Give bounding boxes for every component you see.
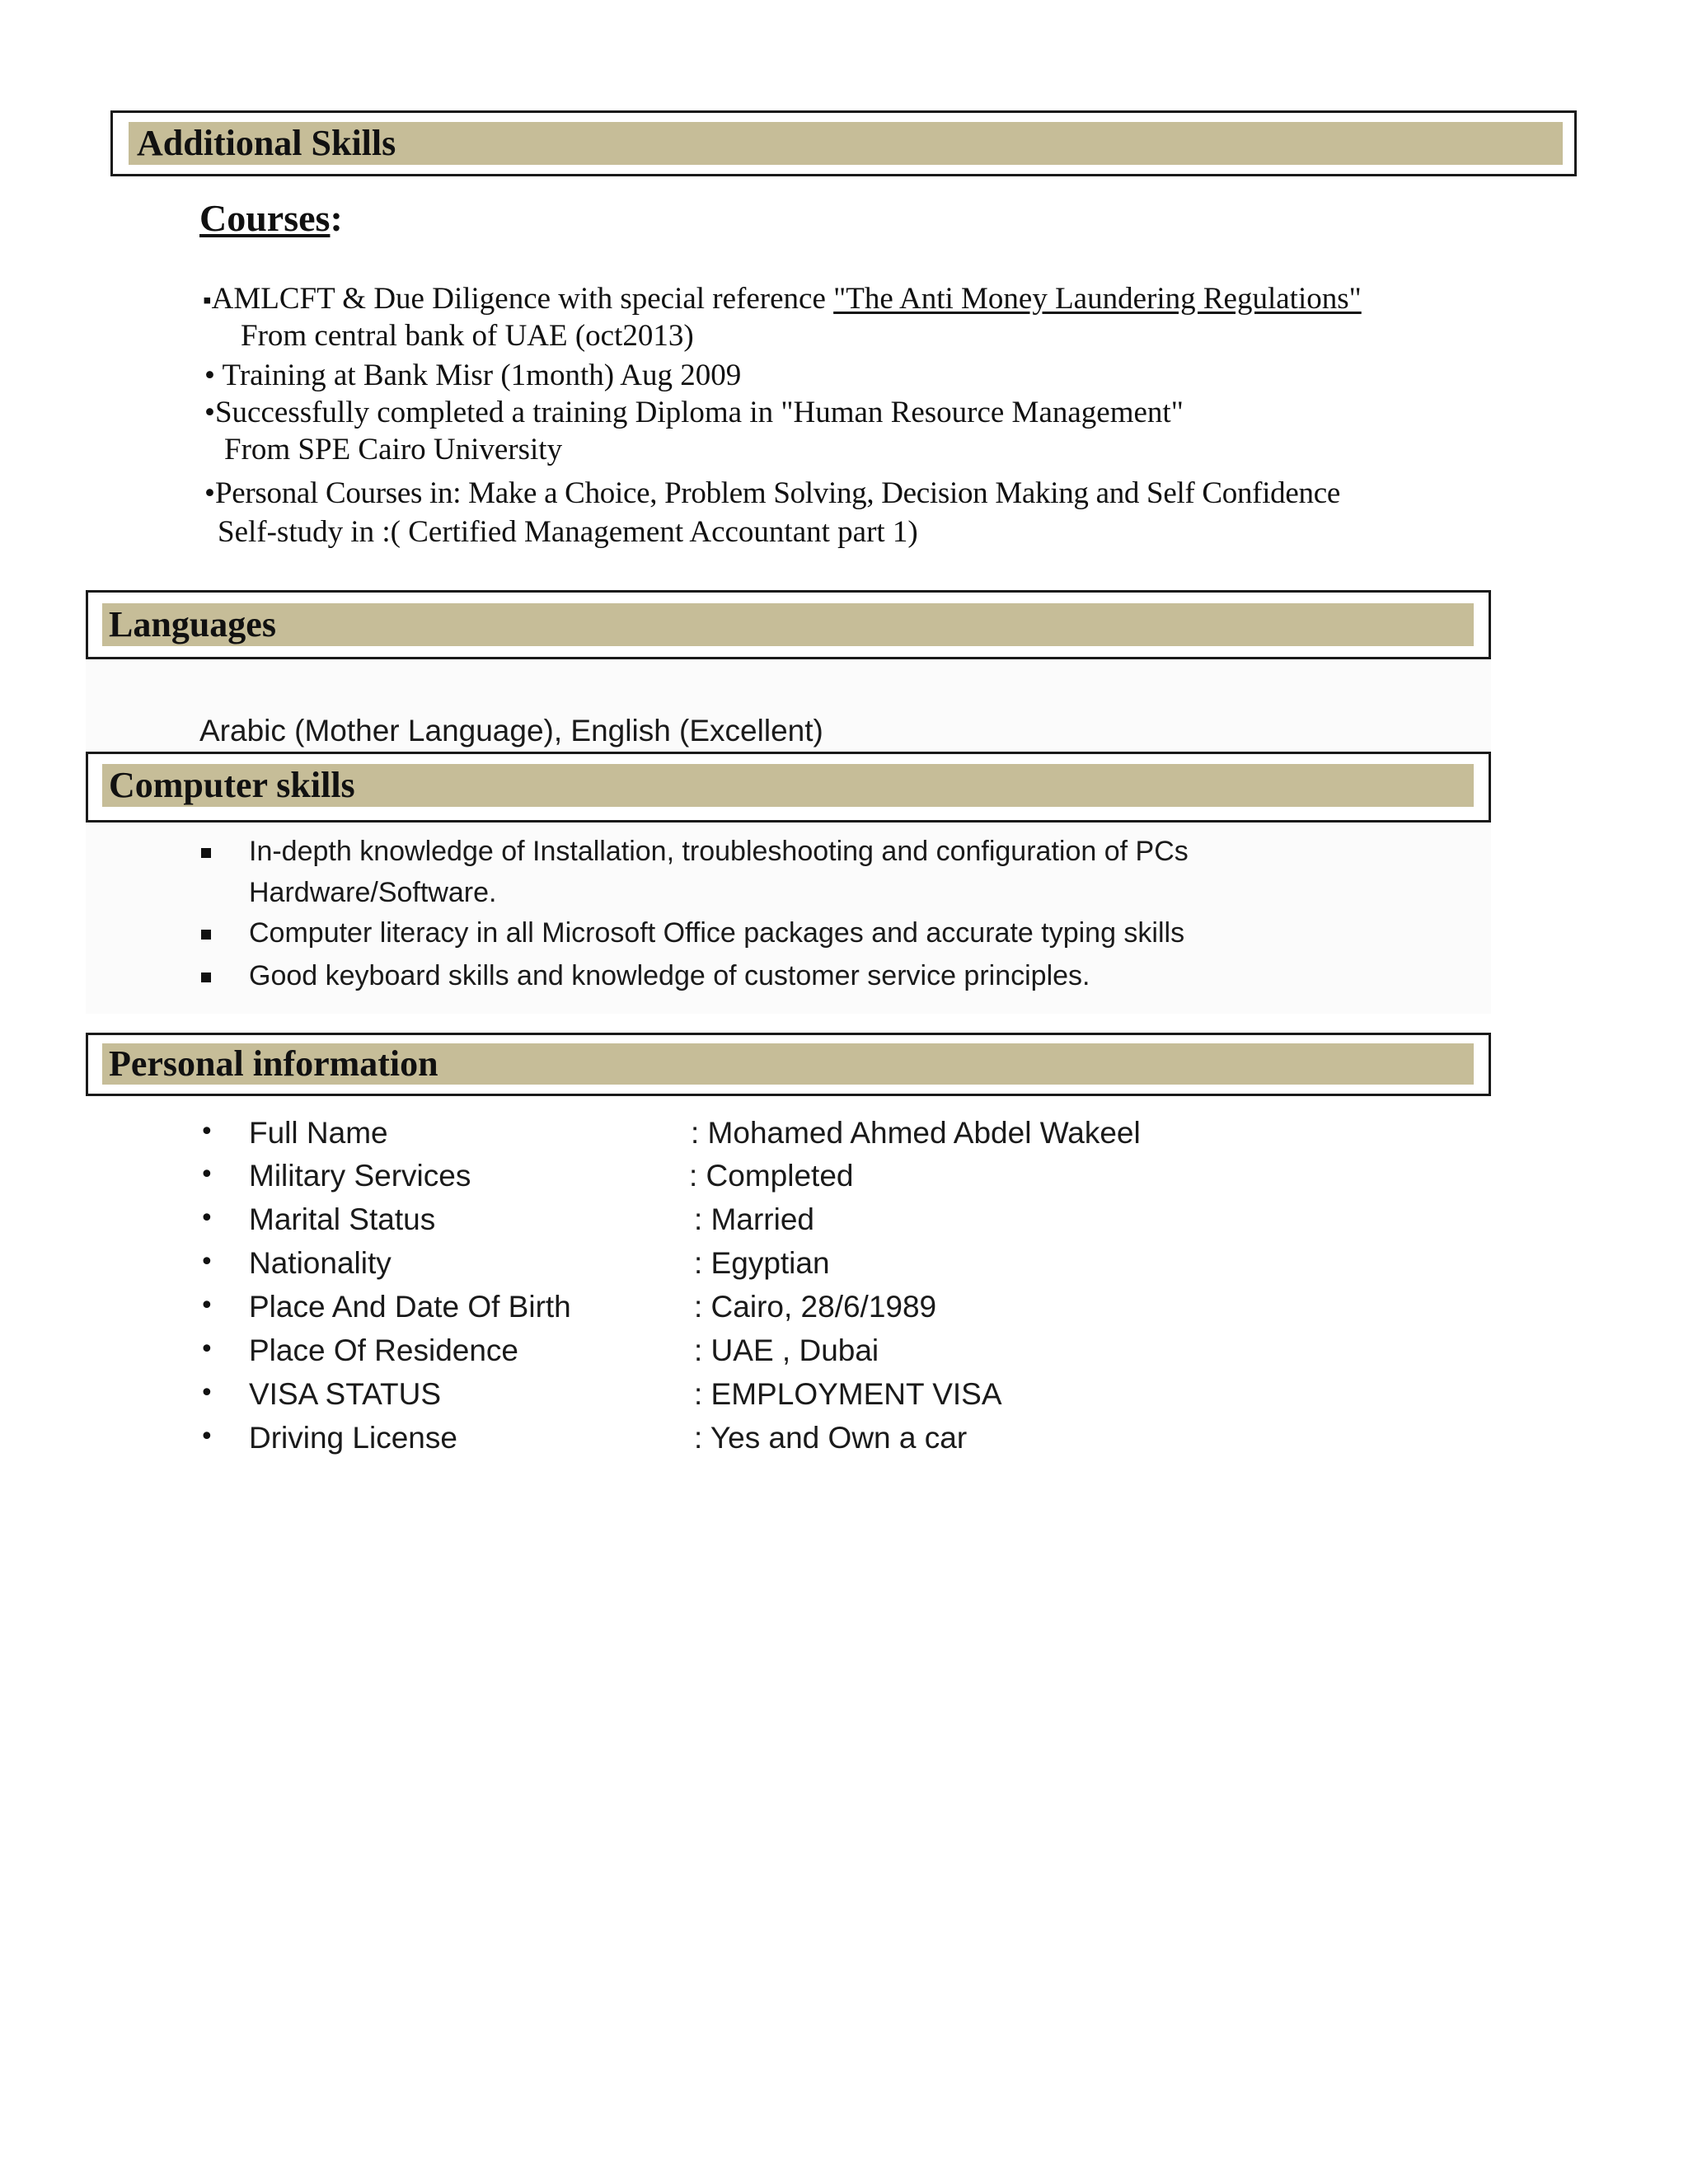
- bullet-icon: •: [199, 1118, 214, 1146]
- skill-item-continuation: Hardware/Software.: [249, 877, 497, 908]
- course-detail: From central bank of UAE (oct2013): [241, 319, 694, 353]
- course-item: [204, 358, 741, 393]
- course-item: [204, 395, 1184, 430]
- languages-text: Arabic (Mother Language), English (Excellent): [199, 714, 823, 748]
- info-label: Military Services: [249, 1159, 471, 1193]
- computer-skills-header: Computer skills: [102, 764, 1474, 807]
- square-bullet-icon: [201, 848, 211, 858]
- info-label: Full Name: [249, 1116, 388, 1150]
- bullet-icon: •: [199, 1335, 214, 1364]
- info-label: Place And Date Of Birth: [249, 1290, 571, 1324]
- course-bullet: •: [204, 476, 215, 510]
- course-bullet: •: [204, 396, 215, 429]
- courses-heading-label: Courses: [199, 197, 331, 239]
- course-text: Successfully completed a training Diploma in "Human Resource Management": [214, 396, 1184, 429]
- bullet-icon: •: [199, 1379, 214, 1408]
- languages-header: Languages: [102, 603, 1474, 646]
- course-text: Training at Bank Misr (1month) Aug 2009: [214, 359, 742, 392]
- info-label: Nationality: [249, 1246, 392, 1280]
- skill-item: In-depth knowledge of Installation, troubleshooting and configuration of PCs: [249, 836, 1189, 867]
- personal-information-header: Personal information: [102, 1043, 1474, 1085]
- course-detail: From SPE Cairo University: [224, 433, 563, 466]
- info-label: Driving License: [249, 1421, 457, 1455]
- bullet-icon: •: [199, 1422, 214, 1451]
- info-label: Place Of Residence: [249, 1333, 519, 1367]
- info-value: : Married: [694, 1202, 814, 1236]
- skill-item: Computer literacy in all Microsoft Office packages and accurate typing skills: [249, 917, 1185, 949]
- info-value: : Completed: [689, 1159, 854, 1193]
- info-value: : Egyptian: [694, 1246, 830, 1280]
- info-value: : UAE , Dubai: [694, 1333, 879, 1367]
- courses-heading: [199, 196, 343, 240]
- background-band: [86, 651, 1491, 1014]
- info-value: : Cairo, 28/6/1989: [694, 1290, 937, 1324]
- course-bullet: ▪: [203, 287, 212, 314]
- course-reference-link[interactable]: "The Anti Money Laundering Regulations": [833, 282, 1362, 316]
- bullet-icon: •: [199, 1160, 214, 1189]
- course-bullet: •: [204, 359, 215, 392]
- bullet-icon: •: [199, 1291, 214, 1320]
- square-bullet-icon: [201, 930, 211, 940]
- info-value: : Mohamed Ahmed Abdel Wakeel: [691, 1116, 1141, 1150]
- skill-item: Good keyboard skills and knowledge of customer service principles.: [249, 960, 1090, 991]
- additional-skills-header: Additional Skills: [129, 122, 1563, 165]
- course-item: [203, 281, 1362, 316]
- info-label: Marital Status: [249, 1202, 436, 1236]
- bullet-icon: •: [199, 1248, 214, 1277]
- info-value: : EMPLOYMENT VISA: [694, 1377, 1002, 1411]
- course-item: [204, 476, 1340, 511]
- info-label: VISA STATUS: [249, 1377, 442, 1411]
- bullet-icon: •: [199, 1204, 214, 1233]
- info-value: : Yes and Own a car: [694, 1421, 968, 1455]
- courses-heading-colon: :: [330, 197, 343, 239]
- square-bullet-icon: [201, 972, 211, 982]
- course-detail: Self-study in :( Certified Management Accountant part 1): [218, 515, 918, 549]
- course-text: Personal Courses in: Make a Choice, Problem Solving, Decision Making and Self Confidence: [214, 476, 1340, 510]
- course-text: AMLCFT & Due Diligence with special reference: [211, 282, 834, 316]
